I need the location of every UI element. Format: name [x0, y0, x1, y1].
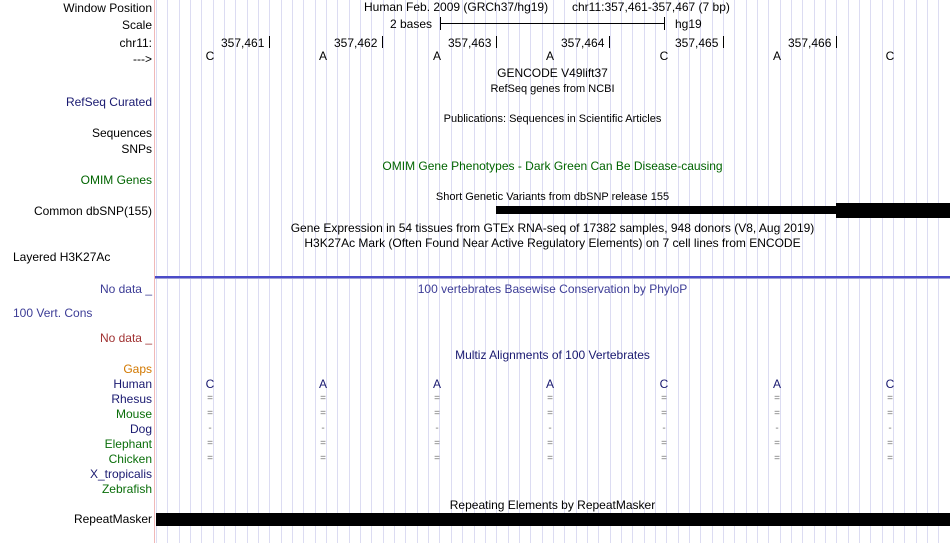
- layered-h3k27ac-label[interactable]: Layered H3K27Ac: [13, 250, 111, 264]
- alignment-mark: =: [774, 393, 780, 404]
- alignment-mark: =: [661, 393, 667, 404]
- alignment-mark: =: [547, 393, 553, 404]
- scale-bar-right-cap: [664, 17, 665, 30]
- ruler-tick: [836, 36, 837, 48]
- alignment-mark: =: [661, 438, 667, 449]
- dbsnp-feature-bar[interactable]: [496, 206, 836, 214]
- alignment-mark: =: [207, 408, 213, 419]
- alignment-mark: =: [887, 453, 893, 464]
- snps-label[interactable]: SNPs: [121, 142, 152, 156]
- phylop-no-data-label: No data _: [99, 282, 152, 296]
- common-dbsnp-label[interactable]: Common dbSNP(155): [33, 204, 152, 218]
- alignment-mark: =: [547, 438, 553, 449]
- alignment-mark: =: [887, 393, 893, 404]
- alignment-mark: -: [435, 423, 439, 434]
- alignment-mark: =: [320, 438, 326, 449]
- alignment-mark: =: [661, 453, 667, 464]
- human-base: A: [318, 377, 327, 391]
- scale-db: hg19: [675, 17, 702, 31]
- alignment-mark: -: [662, 423, 666, 434]
- reference-base: A: [545, 49, 554, 63]
- species-label-human[interactable]: Human: [113, 377, 152, 391]
- omim-genes-label[interactable]: OMIM Genes: [80, 173, 152, 187]
- ruler-tick: [609, 36, 610, 48]
- alignment-mark: =: [320, 408, 326, 419]
- scale-label: Scale: [121, 18, 152, 32]
- assembly-title: Human Feb. 2009 (GRCh37/hg19): [364, 0, 549, 14]
- ruler-tick: [496, 36, 497, 48]
- gencode-track-title[interactable]: GENCODE V49lift37: [497, 66, 608, 80]
- ruler-position-number: 357,466: [788, 36, 832, 50]
- alignment-mark: =: [434, 438, 440, 449]
- alignment-mark: -: [321, 423, 325, 434]
- alignment-mark: =: [207, 453, 213, 464]
- ruler-tick: [723, 36, 724, 48]
- species-label-dog[interactable]: Dog: [129, 422, 152, 436]
- species-label-chicken[interactable]: Chicken: [108, 452, 152, 466]
- human-base: C: [885, 377, 895, 391]
- human-base: C: [659, 377, 669, 391]
- h3k27ac-track-shadow: [155, 278, 950, 279]
- alignment-mark: =: [774, 408, 780, 419]
- reference-base: A: [772, 49, 781, 63]
- reference-base: C: [659, 49, 669, 63]
- alignment-mark: =: [774, 438, 780, 449]
- alignment-mark: =: [320, 393, 326, 404]
- reference-base: A: [318, 49, 327, 63]
- reference-base: C: [205, 49, 215, 63]
- species-label-rhesus[interactable]: Rhesus: [111, 392, 152, 406]
- alignment-mark: =: [774, 453, 780, 464]
- repeatmasker-label[interactable]: RepeatMasker: [73, 512, 152, 526]
- alignment-mark: =: [661, 408, 667, 419]
- gaps-label[interactable]: Gaps: [123, 362, 152, 376]
- species-label-mouse[interactable]: Mouse: [115, 407, 152, 421]
- alignment-mark: =: [547, 453, 553, 464]
- gtex-track-title[interactable]: Gene Expression in 54 tissues from GTEx RNA-seq of 17382 samples, 948 donors (V8, Aug 2019): [290, 221, 815, 235]
- scale-bar: [440, 23, 665, 24]
- position-title: chr11:357,461-357,467 (7 bp): [572, 0, 730, 14]
- window-position-label: Window Position: [63, 1, 152, 15]
- strand-direction-label[interactable]: --->: [133, 52, 152, 66]
- human-base: C: [205, 377, 215, 391]
- scale-text: 2 bases: [390, 17, 433, 31]
- ruler-position-number: 357,462: [334, 36, 378, 50]
- human-base: A: [545, 377, 554, 391]
- scale-bar-left-cap: [440, 17, 441, 30]
- alignment-mark: =: [434, 408, 440, 419]
- dbsnp-feature-block[interactable]: [836, 203, 950, 218]
- alignment-mark: =: [434, 453, 440, 464]
- alignment-mark: -: [888, 423, 892, 434]
- alignment-mark: =: [434, 393, 440, 404]
- reference-base: A: [432, 49, 441, 63]
- vert-cons-label[interactable]: 100 Vert. Cons: [13, 306, 93, 320]
- ruler-position-number: 357,465: [675, 36, 719, 50]
- multiz-track-title[interactable]: Multiz Alignments of 100 Vertebrates: [455, 348, 650, 362]
- species-label-elephant[interactable]: Elephant: [104, 437, 152, 451]
- ruler-position-number: 357,464: [561, 36, 605, 50]
- species-label-zebrafish[interactable]: Zebrafish: [101, 482, 152, 496]
- alignment-mark: -: [208, 423, 212, 434]
- alignment-mark: =: [547, 408, 553, 419]
- h3k27ac-track-title[interactable]: H3K27Ac Mark (Often Found Near Active Regulatory Elements) on 7 cell lines from ENCODE: [304, 236, 801, 250]
- reference-base: C: [885, 49, 895, 63]
- ruler-position-number: 357,461: [221, 36, 265, 50]
- alignment-mark: =: [207, 393, 213, 404]
- repeatmasker-feature-bar[interactable]: [156, 513, 950, 526]
- alignment-mark: =: [887, 438, 893, 449]
- refseq-track-subtitle[interactable]: RefSeq genes from NCBI: [490, 83, 615, 95]
- omim-track-title[interactable]: OMIM Gene Phenotypes - Dark Green Can Be Disease-causing: [382, 159, 723, 173]
- dbsnp-track-title[interactable]: Short Genetic Variants from dbSNP release 155: [435, 191, 670, 203]
- ruler-tick: [382, 36, 383, 48]
- alignment-mark: =: [320, 453, 326, 464]
- publications-track-title[interactable]: Publications: Sequences in Scientific Articles: [443, 113, 662, 125]
- human-base: A: [432, 377, 441, 391]
- alignment-mark: =: [207, 438, 213, 449]
- alignment-mark: -: [775, 423, 779, 434]
- ruler-tick: [269, 36, 270, 48]
- sequences-label[interactable]: Sequences: [91, 126, 152, 140]
- refseq-curated-label[interactable]: RefSeq Curated: [65, 95, 152, 109]
- human-base: A: [772, 377, 781, 391]
- ruler-position-number: 357,463: [448, 36, 492, 50]
- species-label-x-tropicalis[interactable]: X_tropicalis: [89, 467, 152, 481]
- alignment-mark: -: [548, 423, 552, 434]
- repeatmasker-track-title[interactable]: Repeating Elements by RepeatMasker: [449, 498, 656, 512]
- multiz-no-data-label: No data _: [99, 331, 152, 345]
- chrom-label: chr11:: [119, 36, 152, 50]
- alignment-mark: =: [887, 408, 893, 419]
- phylop-track-title[interactable]: 100 vertebrates Basewise Conservation by PhyloP: [417, 282, 688, 296]
